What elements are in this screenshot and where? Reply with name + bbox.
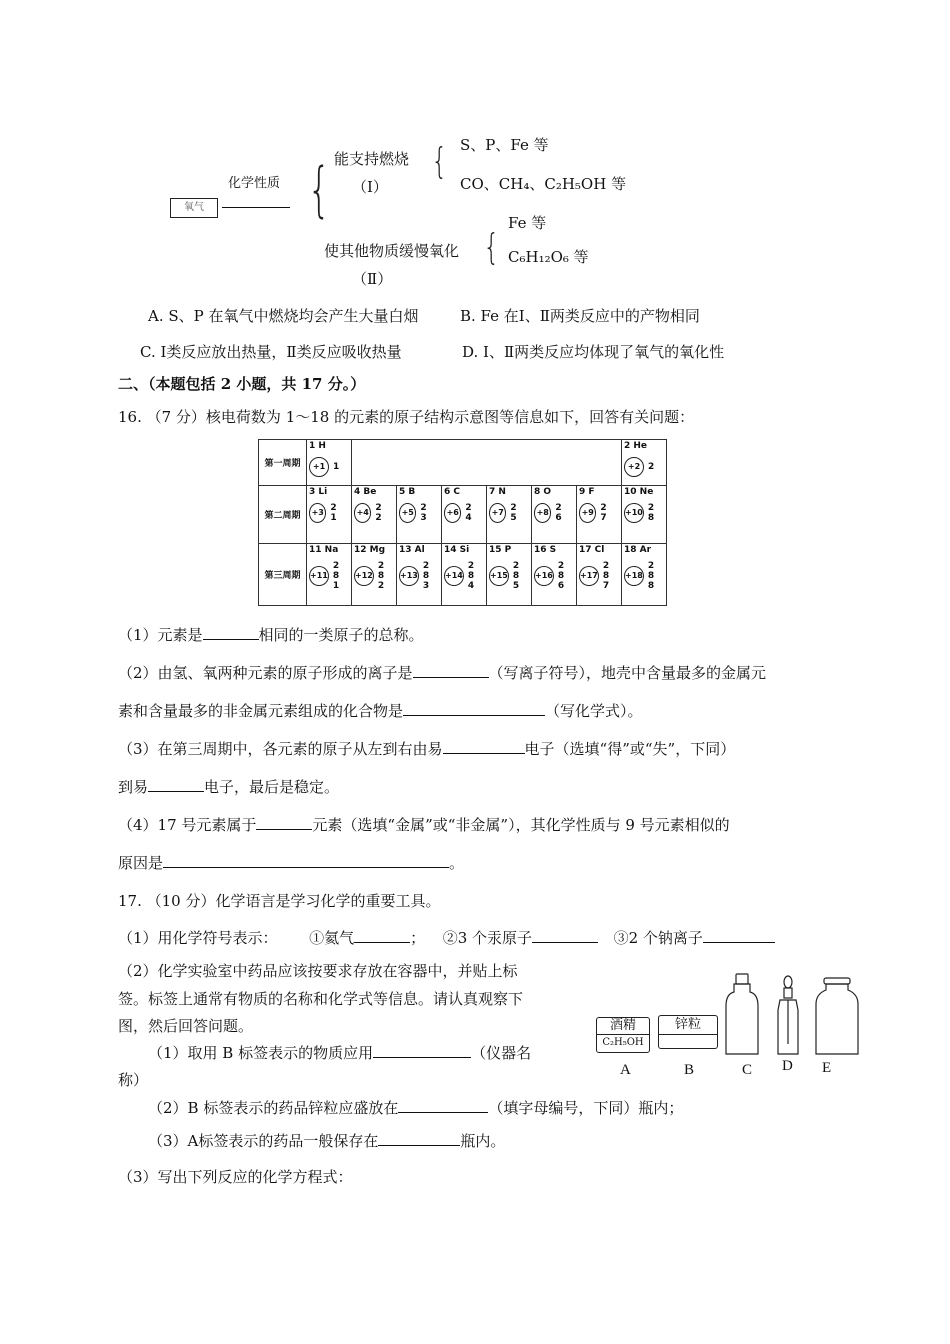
answer-blank[interactable]: [532, 927, 598, 943]
element-cell: 13 Al +13 2 8 3: [397, 544, 442, 606]
element-cell: 1 H +1 1: [307, 440, 352, 486]
q17-part3: （3）写出下列反应的化学方程式：: [118, 1168, 353, 1186]
branch2-label: 使其他物质缓慢氧化: [324, 242, 460, 260]
answer-blank[interactable]: [403, 700, 545, 716]
element-cell: 14 Si +14 2 8 4: [442, 544, 487, 606]
answer-blank[interactable]: [413, 662, 489, 678]
letter-b: B: [684, 1062, 695, 1078]
branch1-item: CO、CH₄、C₂H₅OH 等: [460, 175, 627, 193]
element-cell: 16 S +16 2 8 6: [532, 544, 577, 606]
chem-property-label: 化学性质: [228, 176, 281, 191]
q17-part2-line3: 图，然后回答问题。: [118, 1017, 254, 1035]
section-2-heading: 二、（本题包括 2 小题，共 17 分。）: [118, 375, 366, 393]
element-cell: 9 F +9 2 7: [577, 486, 622, 544]
element-cell: 15 P +15 2 8 5: [487, 544, 532, 606]
q16-part3: （3）在第三周期中，各元素的原子从左到右由易 电子（选填“得”或“失”，下同）: [118, 740, 736, 758]
q17-part2-line2: 签。标签上通常有物质的名称和化学式等信息。请认真观察下: [118, 990, 524, 1008]
bottle-c-icon: [726, 974, 758, 1054]
oxygen-box: 氧气: [170, 198, 218, 218]
q16-part3-cont: 到易 电子，最后是稳定。: [118, 778, 340, 796]
q17-sub1: （1）取用 B 标签表示的物质应用 （仪器名: [148, 1044, 532, 1062]
option-a: A. S、P 在氧气中燃烧均会产生大量白烟: [148, 307, 419, 325]
branch2-brace: {: [483, 227, 500, 268]
branch1-item: S、P、Fe 等: [460, 136, 549, 154]
branch1-brace: {: [431, 141, 448, 182]
answer-blank[interactable]: [443, 738, 525, 754]
element-cell: 6 C +6 2 4: [442, 486, 487, 544]
q17-sub2: （2）B 标签表示的药品锌粒应盛放在 （填字母编号，下同）瓶内；: [148, 1099, 684, 1117]
answer-blank[interactable]: [398, 1097, 488, 1113]
letter-a: A: [620, 1062, 631, 1078]
letter-c: C: [742, 1062, 753, 1078]
element-cell: 12 Mg +12 2 8 2: [352, 544, 397, 606]
q16-part4: （4）17 号元素属于 元素（选填“金属”或“非金属”），其化学性质与 9 号元素相似的: [118, 816, 730, 834]
branch1-label: 能支持燃烧: [334, 150, 410, 168]
bottles-svg: [720, 972, 860, 1062]
branch1-id: （Ⅰ）: [352, 178, 388, 196]
q17-sub1-cont: 称）: [118, 1071, 149, 1089]
option-d: D. Ⅰ、Ⅱ两类反应均体现了氧气的氧化性: [462, 343, 725, 361]
option-c: C. Ⅰ类反应放出热量，Ⅱ类反应吸收热量: [140, 343, 402, 361]
option-b: B. Fe 在Ⅰ、Ⅱ两类反应中的产物相同: [460, 307, 700, 325]
branch2-item: Fe 等: [508, 214, 547, 232]
q16-part2: （2）由氢、氧两种元素的原子形成的离子是 （写离子符号），地壳中含量最多的金属元: [118, 664, 767, 682]
q17-stem: 17. （10 分）化学语言是学习化学的重要工具。: [118, 892, 441, 910]
answer-blank[interactable]: [378, 1130, 460, 1146]
answer-blank[interactable]: [163, 852, 449, 868]
element-cell: 11 Na +11 2 8 1: [307, 544, 352, 606]
answer-blank[interactable]: [148, 776, 204, 792]
element-cell: 18 Ar +18 2 8 8: [622, 544, 667, 606]
bottle-e-icon: [816, 978, 858, 1054]
answer-blank[interactable]: [373, 1042, 471, 1058]
q16-part2-cont: 素和含量最多的非金属元素组成的化合物是 （写化学式）。: [118, 702, 643, 720]
label-b: 锌粒: [658, 1015, 718, 1049]
bottle-d-icon: [778, 976, 798, 1054]
period-label: 第三周期: [259, 544, 307, 606]
label-a: 酒精 C₂H₅OH: [596, 1017, 650, 1053]
period-label: 第二周期: [259, 486, 307, 544]
answer-blank[interactable]: [203, 624, 259, 640]
element-cell: 7 N +7 2 5: [487, 486, 532, 544]
branch2-item: C₆H₁₂O₆ 等: [508, 248, 589, 266]
period-label: 第一周期: [259, 440, 307, 486]
q17-sub3: （3）A标签表示的药品一般保存在 瓶内。: [148, 1132, 506, 1150]
letter-e: E: [822, 1060, 832, 1076]
q16-stem: 16. （7 分）核电荷数为 1～18 的元素的原子结构示意图等信息如下，回答有关问题：: [118, 408, 695, 426]
periodic-table: [258, 439, 667, 606]
q17-part2-line1: （2）化学实验室中药品应该按要求存放在容器中，并贴上标: [118, 962, 518, 980]
main-brace: {: [307, 155, 331, 225]
diagram-line: [222, 207, 290, 208]
q17-part1: （1）用化学符号表示： ①氦气 ； ②3 个汞原子 ③2 个钠离子: [118, 927, 775, 948]
branch2-id: （Ⅱ）: [352, 270, 393, 288]
element-cell: 8 O +8 2 6: [532, 486, 577, 544]
letter-d: D: [782, 1058, 793, 1074]
answer-blank[interactable]: [354, 927, 410, 943]
element-cell: 2 He +2 2: [622, 440, 667, 486]
q16-part1: （1）元素是 相同的一类原子的总称。: [118, 626, 424, 644]
answer-blank[interactable]: [703, 927, 775, 943]
q16-part4-cont: 原因是 。: [118, 854, 465, 872]
element-cell: 17 Cl +17 2 8 7: [577, 544, 622, 606]
element-cell: 4 Be +4 2 2: [352, 486, 397, 544]
answer-blank[interactable]: [256, 814, 312, 830]
element-cell: 3 Li +3 2 1: [307, 486, 352, 544]
element-cell: 10 Ne +10 2 8: [622, 486, 667, 544]
element-cell: 5 B +5 2 3: [397, 486, 442, 544]
